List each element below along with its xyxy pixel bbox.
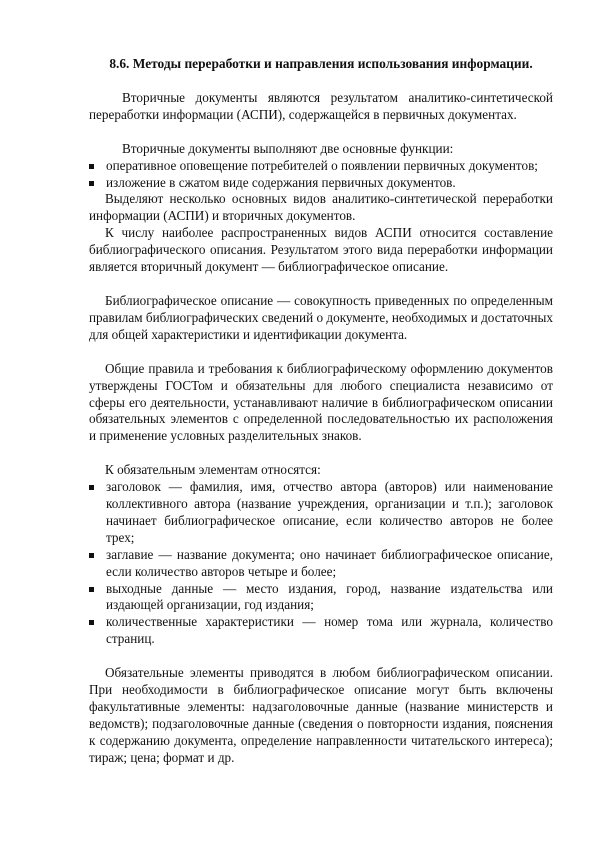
paragraph-gap (89, 445, 553, 462)
bullet-square-icon (89, 164, 94, 169)
paragraph-gap (89, 124, 553, 141)
bullet-square-icon (89, 485, 94, 490)
paragraph-definition: Библиографическое описание — совокупность приведенных по определенным правилам библиографических сведений о документе, необходимых и достаточных для общей характеристики и идентификации документа. (89, 292, 553, 342)
required-elements-list (89, 479, 553, 648)
bullet-square-icon (89, 553, 94, 558)
paragraph-functions-intro: Вторичные документы выполняют две основные функции: (122, 140, 454, 156)
paragraph-aspi-types: Выделяют несколько основных видов аналитико-синтетической переработки информации (АСПИ) и вторичных документов. (89, 191, 553, 224)
paragraph-gap (89, 344, 553, 361)
bullet-square-icon (89, 181, 94, 186)
paragraph-gap (89, 276, 553, 293)
bullet-square-icon (89, 620, 94, 625)
functions-list (89, 158, 553, 192)
document-page (89, 56, 553, 767)
list-item (89, 547, 553, 581)
bullet-square-icon (89, 587, 94, 592)
list-item-text: количественные характеристики — номер тома или журнала, количество страниц. (106, 614, 553, 647)
paragraph-bibliographic-description-intro: К числу наиболее распространенных видов АСПИ относится составление библиографического описания. Результатом этого вида переработки информации является вторичный документ — библиографическое описание. (89, 225, 553, 275)
list-item-text: заглавие — название документа; оно начинает библиографическое описание, если количество авторов четыре и более; (106, 546, 553, 579)
list-item (89, 479, 553, 547)
list-item-text: изложение в сжатом виде содержания первичных документов. (106, 174, 456, 190)
paragraph-optional-elements: Обязательные элементы приводятся в любом библиографическом описании. При необходимости в библиографическое описание могут быть включены факультативные элементы: надзаголовочные данные (название министерств и ведомств); подзаголовочные данные (сведения о повторности издания, пояснения к содержанию документа, определение направленности читательского интереса); тираж; цена; формат и др. (89, 665, 553, 765)
list-item-text: выходные данные — место издания, город, название издательства или издающей организации, год издания; (106, 580, 553, 613)
list-item (89, 158, 553, 175)
list-item (89, 581, 553, 615)
paragraph-secondary-documents: Вторичные документы являются результатом аналитико-синтетической переработки информации (АСПИ), содержащейся в первичных документах. (89, 89, 553, 122)
paragraph-required-elements-intro: К обязательным элементам относятся: (105, 462, 321, 478)
list-item-text: оперативное оповещение потребителей о появлении первичных документов; (106, 157, 538, 173)
list-item (89, 175, 553, 192)
paragraph-general-rules: Общие правила и требования к библиографическому оформлению документов утверждены ГОСТом и обязательны для любого специалиста независимо от сферы его деятельности, устанавливают наличие в библиографическом описании обязательных элементов с определенной последовательностью их расположения и применение условных разделительных знаков. (89, 360, 553, 444)
section-title: 8.6. Методы переработки и направления использования информации. (109, 56, 533, 71)
list-item (89, 614, 553, 648)
paragraph-gap (89, 648, 553, 665)
list-item-text: заголовок — фамилия, имя, отчество автора (авторов) или наименование коллективного автора (название учреждения, организации и т.п.); заголовок начинает библиографическое описание, если количество авторов не более трех; (106, 479, 553, 545)
